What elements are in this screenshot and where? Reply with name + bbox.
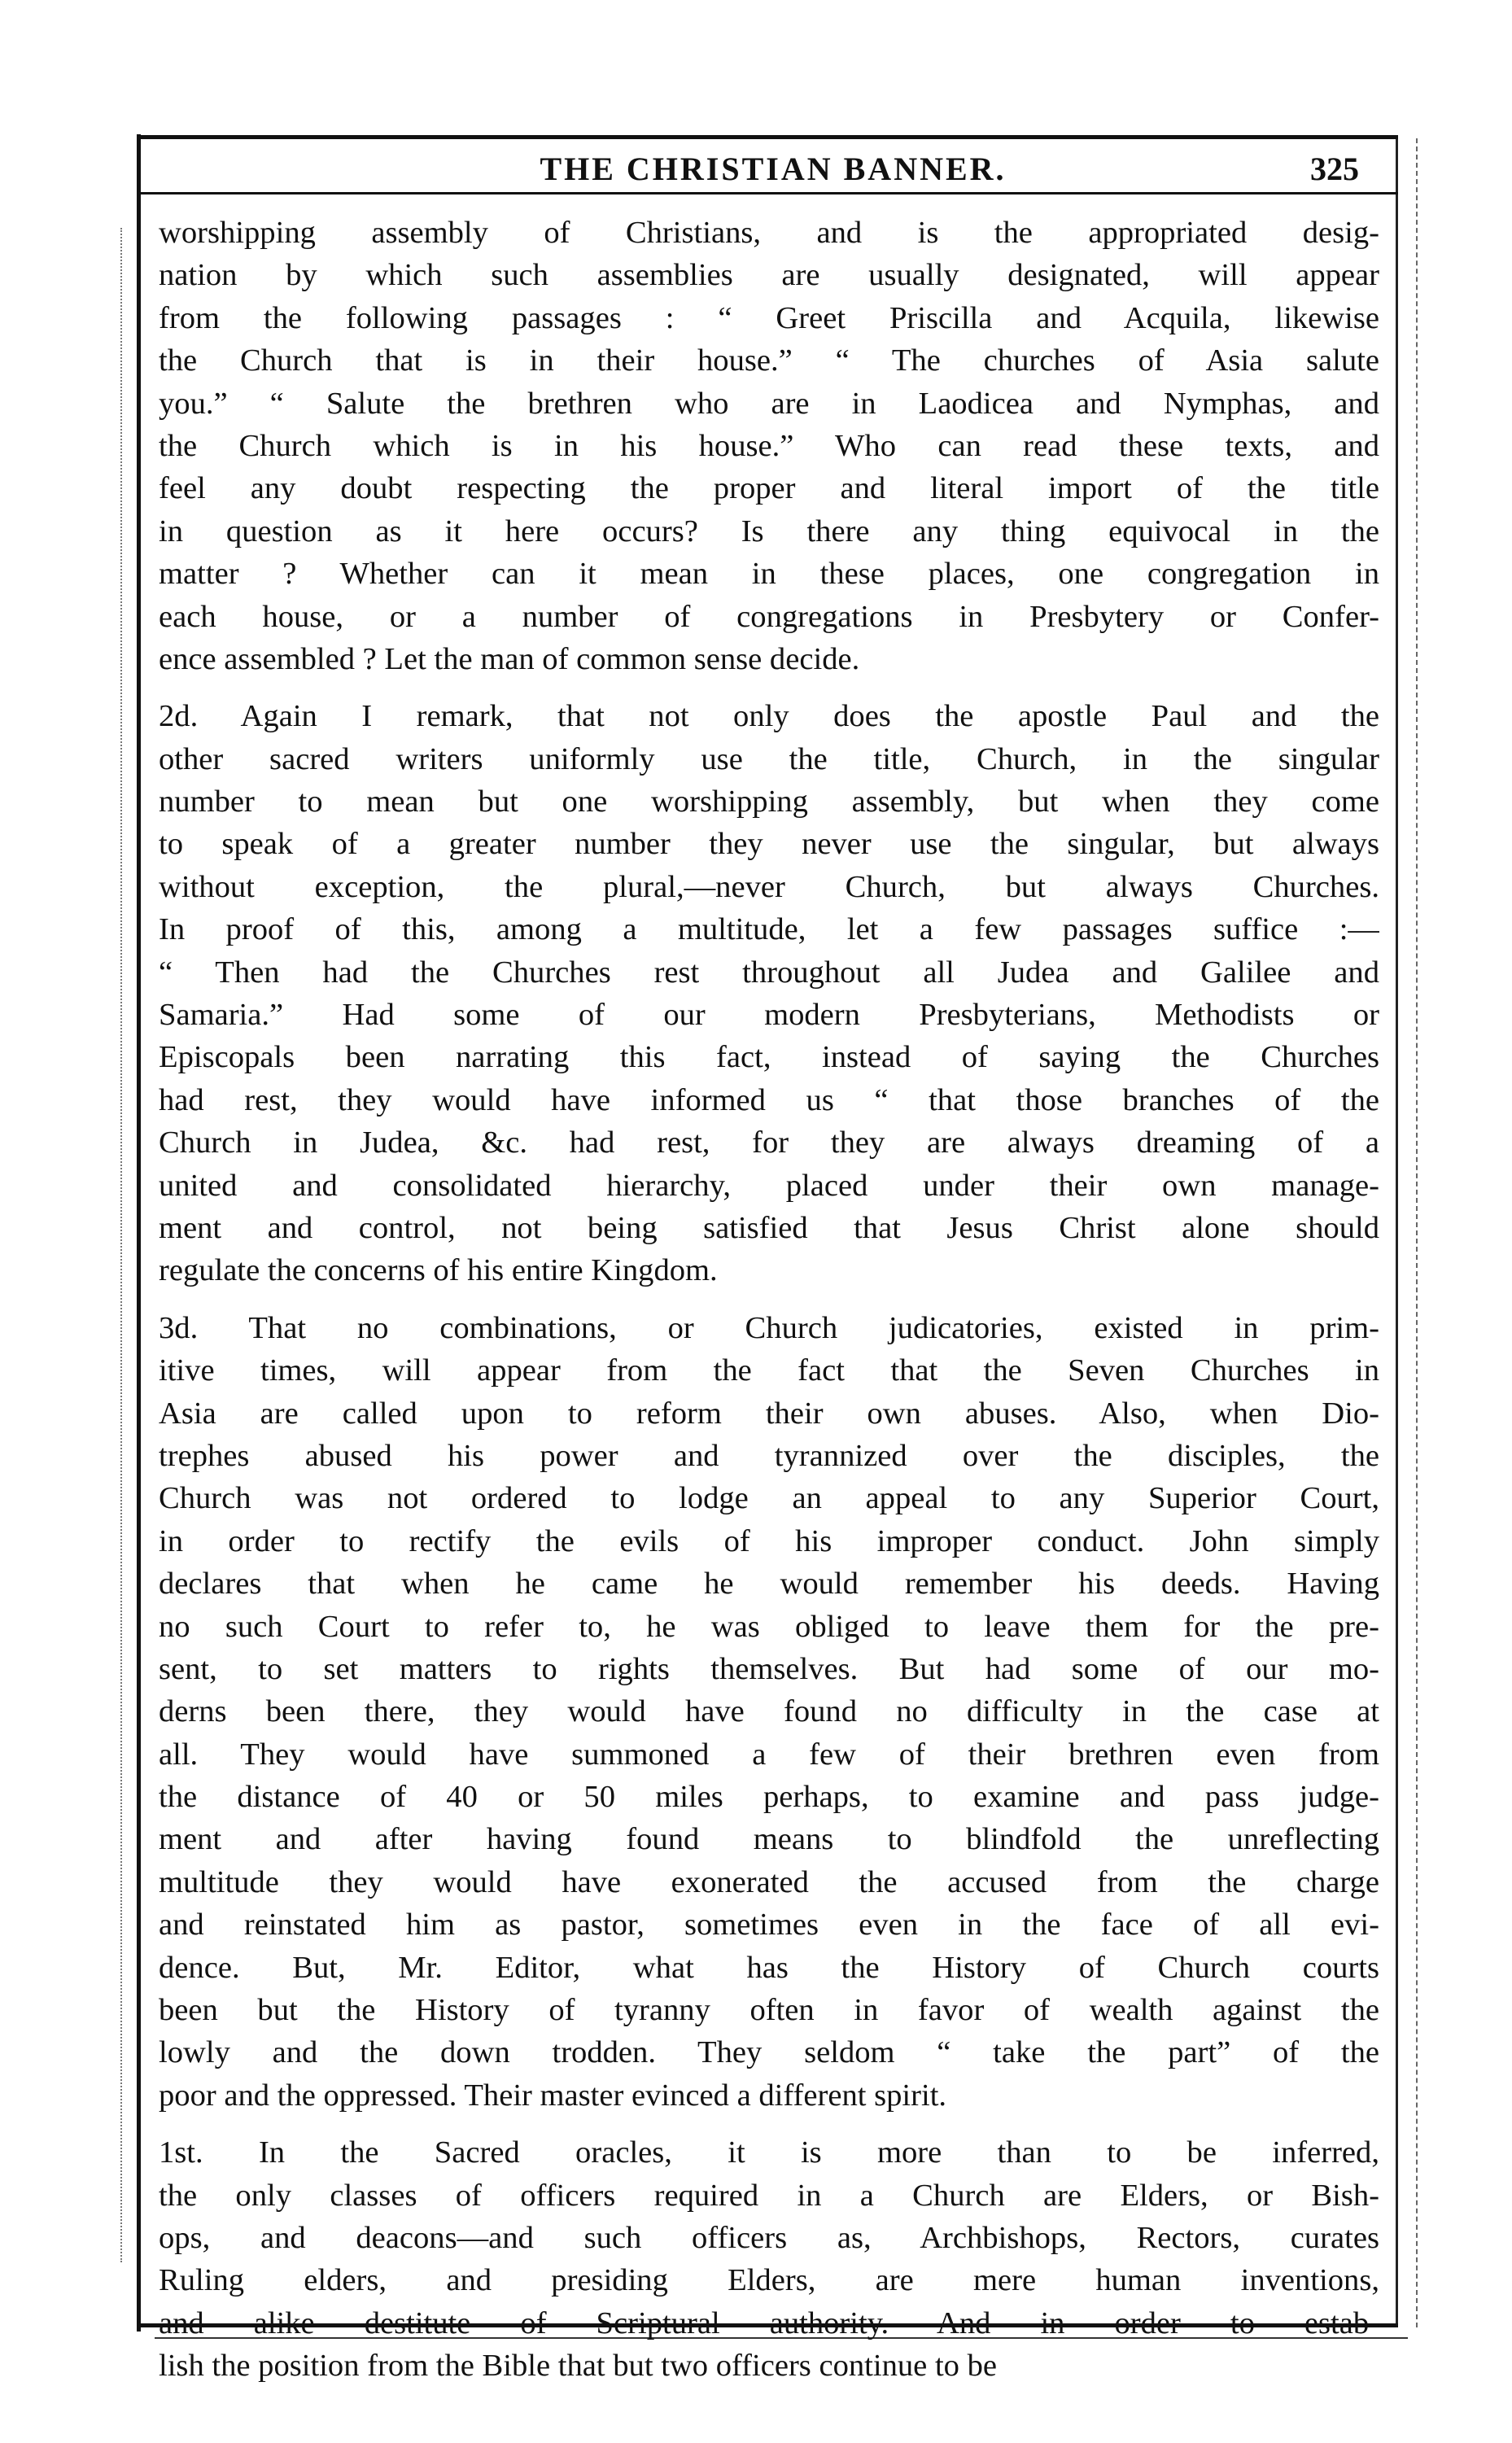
page-number: 325 <box>1310 151 1359 187</box>
text-line: itive times, will appear from the fact that the Seven Churches in <box>159 1353 1379 1388</box>
text-line: to speak of a greater number they never use the singular, but always <box>159 827 1379 862</box>
text-line: lowly and the down trodden. They seldom “ take the part” of the <box>159 2035 1379 2070</box>
text-line: from the following passages : “ Greet Priscilla and Acquila, likewise <box>159 300 1379 335</box>
text-line: ment and control, not being satisfied that Jesus Christ alone should <box>159 1210 1379 1245</box>
text-line: Episcopals been narrating this fact, instead of saying the Churches <box>159 1040 1379 1075</box>
paragraph <box>159 212 1379 680</box>
header-rule <box>137 192 1398 194</box>
text-line: Church was not ordered to lodge an appeal to any Superior Court, <box>159 1481 1379 1516</box>
text-line: had rest, they would have informed us “ that those branches of the <box>159 1082 1379 1117</box>
paragraph <box>159 2131 1379 2387</box>
text-line: the only classes of officers required in a Church are Elders, or Bish- <box>159 2178 1379 2213</box>
page-edge-dotted <box>120 228 122 2262</box>
text-line: nation by which such assemblies are usually designated, will appear <box>159 258 1379 293</box>
paragraph-gap <box>159 1292 1379 1307</box>
text-line: In proof of this, among a multitude, let a few passages suffice :— <box>159 912 1379 947</box>
text-line: all. They would have summoned a few of their brethren even from <box>159 1737 1379 1772</box>
text-line: feel any doubt respecting the proper and literal import of the title <box>159 471 1379 506</box>
paragraph <box>159 1307 1379 2117</box>
text-line: regulate the concerns of his entire Kingdom. <box>159 1253 718 1288</box>
text-line: in question as it here occurs? Is there any thing equivocal in the <box>159 514 1379 548</box>
text-line: ops, and deacons—and such officers as, Archbishops, Rectors, curates <box>159 2220 1379 2255</box>
text-line: no such Court to refer to, he was obliged to leave them for the pre- <box>159 1609 1379 1644</box>
text-line: ment and after having found means to blindfold the unreflecting <box>159 1822 1379 1857</box>
text-line: 2d. Again I remark, that not only does the apostle Paul and the <box>159 699 1379 734</box>
text-line: poor and the oppressed. Their master evinced a different spirit. <box>159 2078 947 2113</box>
text-line: without exception, the plural,—never Church, but always Churches. <box>159 869 1379 904</box>
paragraph-gap <box>159 680 1379 695</box>
text-line: been but the History of tyranny often in favor of wealth against the <box>159 1993 1379 2028</box>
text-line: dence. But, Mr. Editor, what has the History of Church courts <box>159 1950 1379 1985</box>
text-line: the Church that is in their house.” “ The churches of Asia salute <box>159 343 1379 378</box>
text-line: ence assembled ? Let the man of common sense decide. <box>159 641 860 676</box>
paragraph-gap <box>159 2117 1379 2131</box>
text-line: the distance of 40 or 50 miles perhaps, to examine and pass judge- <box>159 1780 1379 1815</box>
text-line: trephes abused his power and tyrannized over the disciples, the <box>159 1438 1379 1473</box>
text-line: the Church which is in his house.” Who can read these texts, and <box>159 428 1379 463</box>
text-line: each house, or a number of congregations in Presbytery or Confer- <box>159 599 1379 634</box>
text-line: Samaria.” Had some of our modern Presbyterians, Methodists or <box>159 998 1379 1033</box>
text-line: Ruling elders, and presiding Elders, are mere human inventions, <box>159 2263 1379 2298</box>
text-line: and reinstated him as pastor, sometimes even in the face of all evi- <box>159 1908 1379 1943</box>
article-body <box>159 212 1379 2388</box>
text-line: “ Then had the Churches rest throughout all Judea and Galilee and <box>159 955 1379 990</box>
text-line: matter ? Whether can it mean in these places, one congregation in <box>159 557 1379 592</box>
text-line: multitude they would have exonerated the accused from the charge <box>159 1864 1379 1899</box>
text-line: number to mean but one worshipping assembly, but when they come <box>159 784 1379 819</box>
running-title: THE CHRISTIAN BANNER. <box>540 151 1007 187</box>
top-rule <box>137 135 1398 139</box>
text-line: lish the position from the Bible that but two officers continue to be <box>159 2349 998 2384</box>
text-line: sent, to set matters to rights themselves. But had some of our mo- <box>159 1651 1379 1686</box>
text-line: worshipping assembly of Christians, and is the appropriated desig- <box>159 216 1379 250</box>
text-line: other sacred writers uniformly use the title, Church, in the singular <box>159 741 1379 776</box>
text-line: in order to rectify the evils of his improper conduct. John simply <box>159 1523 1379 1558</box>
text-line: 1st. In the Sacred oracles, it is more than to be inferred, <box>159 2135 1379 2170</box>
page-edge-dashed <box>1416 138 1418 2327</box>
text-line: derns been there, they would have found no difficulty in the case at <box>159 1694 1379 1729</box>
text-line: and alike destitute of Scriptural authority. And in order to estab- <box>159 2305 1379 2340</box>
text-line: 3d. That no combinations, or Church judicatories, existed in prim- <box>159 1310 1379 1345</box>
paragraph <box>159 695 1379 1291</box>
text-line: united and consolidated hierarchy, placed under their own manage- <box>159 1168 1379 1203</box>
text-line: declares that when he came he would remember his deeds. Having <box>159 1567 1379 1602</box>
right-border-rule <box>1396 138 1398 2327</box>
left-border-rule <box>137 134 141 2332</box>
running-header <box>163 146 1383 192</box>
text-line: you.” “ Salute the brethren who are in Laodicea and Nymphas, and <box>159 386 1379 421</box>
text-line: Asia are called upon to reform their own abuses. Also, when Dio- <box>159 1396 1379 1431</box>
text-line: Church in Judea, &c. had rest, for they are always dreaming of a <box>159 1125 1379 1160</box>
